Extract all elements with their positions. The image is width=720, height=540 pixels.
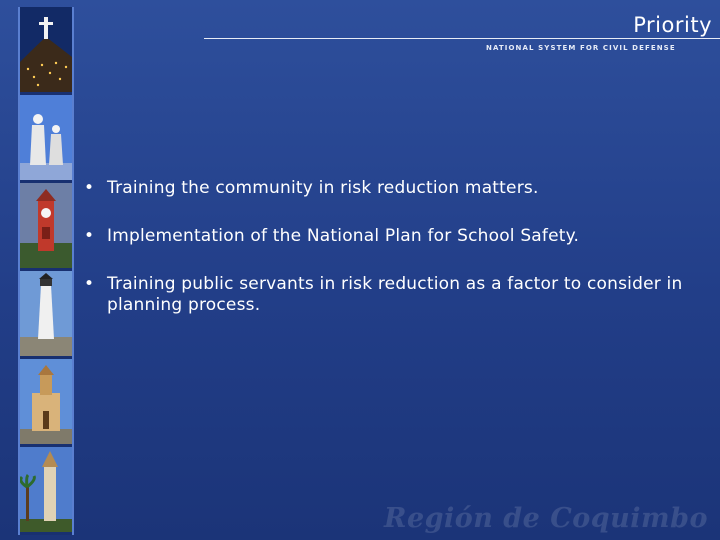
bullet-item — [84, 226, 684, 247]
page-title: Priority — [633, 13, 712, 37]
page-subtitle: NATIONAL SYSTEM FOR CIVIL DEFENSE — [486, 44, 676, 52]
bullet-list — [84, 178, 684, 343]
bullet-dot: • — [84, 274, 95, 294]
title-divider — [204, 38, 720, 39]
statues-icon — [20, 95, 72, 180]
region-watermark: Región de Coquimbo — [384, 503, 708, 534]
bullet-text: Training the community in risk reduction matters. — [107, 178, 539, 198]
bullet-item — [84, 178, 684, 199]
church-with-palms-icon — [20, 447, 72, 532]
bullet-text: Training public servants in risk reduction as a factor to consider in planning process. — [107, 274, 683, 315]
clock-tower-icon — [20, 183, 72, 268]
lighthouse-icon — [20, 271, 72, 356]
bullet-text: Implementation of the National Plan for School Safety. — [107, 226, 580, 246]
bullet-dot: • — [84, 226, 95, 246]
photo-strip — [18, 7, 74, 535]
church-icon — [20, 359, 72, 444]
hilltop-cross-night-icon — [20, 7, 72, 92]
bullet-dot: • — [84, 178, 95, 198]
bullet-item — [84, 274, 684, 316]
